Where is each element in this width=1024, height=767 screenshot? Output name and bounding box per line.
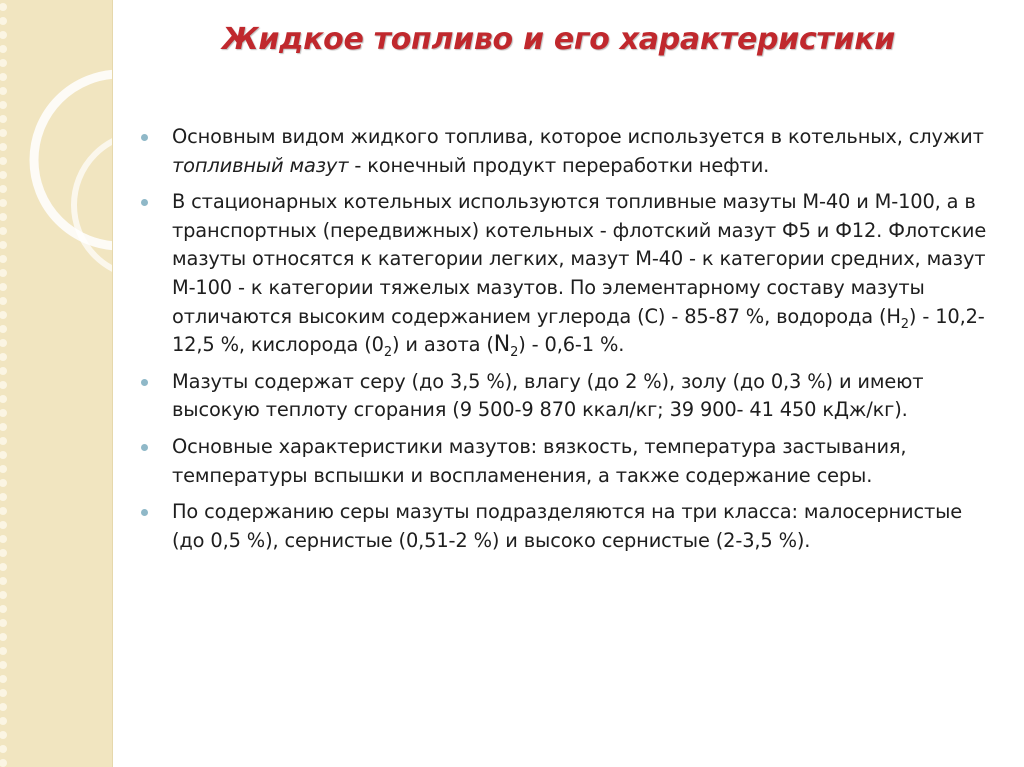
bullet-text: Мазуты содержат серу (до 3,5 %), влагу (до 2 %), золу (до 0,3 %) и имеют высокую теплоту сгорания (9 500-9 870 ккал/кг; 39 900- 41 450 кДж/кг).: [172, 369, 924, 422]
list-item: [140, 498, 1000, 555]
bullet-icon: [141, 199, 148, 206]
list-item: [140, 123, 1000, 180]
bullet-text: Основным видом жидкого топлива, которое используется в котельных, служит топливный мазут - конечный продукт переработки нефти.: [172, 125, 984, 177]
list-item: [140, 188, 1000, 360]
bullet-icon: [141, 379, 148, 386]
bullet-icon: [141, 444, 148, 451]
bullet-text: В стационарных котельных используются топливные мазуты М-40 и М-100, а в транспортных (передвижных) котельных - флотский мазут Ф5 и Ф12. Флотские мазуты относятся к категории легких, мазут М-40 - к категории средних, мазут М-100 - к категории тяжелых мазутов. По элементарному составу мазуты отличаются высоким содержанием углерода (С) - 85-87 %, водорода $(Н_2) - 10,2-12,5$ %, кислорода $(0_2)$ и азота $(N_2) - 0,6-1$ %.: [172, 190, 987, 361]
scalloped-edge: [0, 0, 14, 767]
italic-term: топливный мазут: [172, 153, 349, 177]
bullet-icon: [141, 509, 148, 516]
slide-title: Жидкое топливо и его характеристики: [222, 22, 896, 57]
bullet-text: По содержанию серы мазуты подразделяются на три класса: малосернистые (до 0,5 %), сернистые (0,51-2 %) и высоко сернистые (2-3,5 %).: [172, 500, 963, 552]
bullet-icon: [141, 134, 148, 141]
list-item: [140, 433, 1000, 490]
decorative-side-band: [0, 0, 113, 767]
bullet-list: [140, 123, 1000, 563]
decorative-circles: [0, 0, 112, 767]
bullet-text: Основные характеристики мазутов: вязкость, температура застывания, температуры вспышки и воспламенения, а также содержание серы.: [172, 434, 907, 487]
list-item: [140, 368, 1000, 425]
